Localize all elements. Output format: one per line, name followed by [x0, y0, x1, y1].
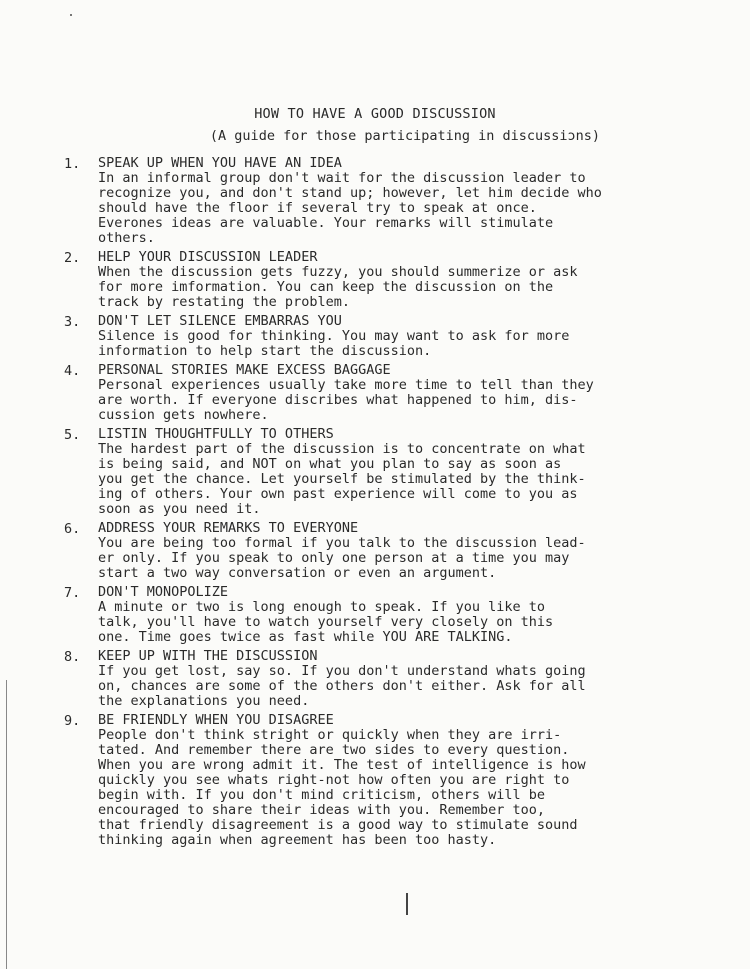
item-line: thinking again when agreement has been too hasty. — [98, 832, 497, 848]
item-line: information to help start the discussion. — [98, 343, 432, 359]
item-line: In an informal group don't wait for the discussion leader to — [98, 170, 586, 186]
item-line: If you get lost, say so. If you don't understand whats going — [98, 663, 586, 679]
item-line: ing of others. Your own past experience will come to you as — [98, 486, 578, 502]
item-line: tated. And remember there are two sides to every question. — [98, 742, 570, 758]
item-heading: DON'T LET SILENCE EMBARRAS YOU — [98, 313, 342, 329]
list-item — [64, 520, 718, 581]
item-line: cussion gets nowhere. — [98, 407, 269, 423]
list-item — [64, 313, 718, 359]
item-line: encouraged to share their ideas with you. Remember too, — [98, 802, 546, 818]
item-line: Everones ideas are valuable. Your remarks will stimulate — [98, 215, 554, 231]
item-line: for more imformation. You can keep the discussion on the — [98, 279, 554, 295]
item-number: 1. — [64, 156, 81, 172]
item-line: that friendly disagreement is a good way to stimulate sound — [98, 817, 578, 833]
item-line: are worth. If everyone discribes what happened to him, dis- — [98, 392, 578, 408]
item-number: 4. — [64, 363, 81, 379]
item-line: People don't think stright or quickly when they are irri- — [98, 727, 562, 743]
item-line: is being said, and NOT on what you plan to say as soon as — [98, 456, 562, 472]
item-line: When the discussion gets fuzzy, you should summerize or ask — [98, 264, 578, 280]
list-item — [64, 426, 718, 517]
item-heading: BE FRIENDLY WHEN YOU DISAGREE — [98, 712, 334, 728]
item-heading: LISTIN THOUGHTFULLY TO OTHERS — [98, 426, 334, 442]
item-line: recognize you, and don't stand up; however, let him decide who — [98, 185, 602, 201]
item-number: 7. — [64, 585, 81, 601]
item-line: Silence is good for thinking. You may want to ask for more — [98, 328, 570, 344]
item-line: should have the floor if several try to speak at once. — [98, 200, 537, 216]
page-subtitle: (A guide for those participating in discussiɔns) — [209, 128, 601, 144]
item-line: When you are wrong admit it. The test of intelligence is how — [98, 757, 586, 773]
item-heading: HELP YOUR DISCUSSION LEADER — [98, 249, 318, 265]
item-line: You are being too formal if you talk to the discussion lead- — [98, 535, 586, 551]
guide-list — [64, 155, 718, 852]
item-line: er only. If you speak to only one person at a time you may — [98, 550, 570, 566]
margin-rule — [6, 680, 7, 969]
list-item — [64, 712, 718, 848]
item-number: 5. — [64, 427, 81, 443]
page-title: HOW TO HAVE A GOOD DISCUSSION — [254, 106, 496, 122]
scan-dot — [70, 14, 72, 16]
list-item — [64, 155, 718, 246]
list-item — [64, 249, 718, 310]
item-line: others. — [98, 230, 155, 246]
item-number: 6. — [64, 521, 81, 537]
item-heading: PERSONAL STORIES MAKE EXCESS BAGGAGE — [98, 362, 391, 378]
item-line: begin with. If you don't mind criticism, others will be — [98, 787, 546, 803]
scan-mark — [406, 893, 408, 915]
item-line: A minute or two is long enough to speak. If you like to — [98, 599, 546, 615]
list-item — [64, 584, 718, 645]
item-line: on, chances are some of the others don't either. Ask for all — [98, 678, 586, 694]
item-number: 9. — [64, 713, 81, 729]
list-item — [64, 362, 718, 423]
item-line: Personal experiences usually take more time to tell than they — [98, 377, 594, 393]
item-line: track by restating the problem. — [98, 294, 350, 310]
item-line: the explanations you need. — [98, 693, 310, 709]
item-number: 8. — [64, 649, 81, 665]
item-line: start a two way conversation or even an argument. — [98, 565, 497, 581]
item-number: 3. — [64, 314, 81, 330]
item-line: you get the chance. Let yourself be stimulated by the think- — [98, 471, 586, 487]
item-line: one. Time goes twice as fast while YOU ARE TALKING. — [98, 629, 513, 645]
item-line: quickly you see whats right-not how often you are right to — [98, 772, 570, 788]
item-line: soon as you need it. — [98, 501, 261, 517]
item-number: 2. — [64, 250, 81, 266]
item-heading: KEEP UP WITH THE DISCUSSION — [98, 648, 318, 664]
item-heading: SPEAK UP WHEN YOU HAVE AN IDEA — [98, 155, 342, 171]
item-heading: ADDRESS YOUR REMARKS TO EVERYONE — [98, 520, 359, 536]
item-line: The hardest part of the discussion is to concentrate on what — [98, 441, 586, 457]
item-line: talk, you'll have to watch yourself very closely on this — [98, 614, 554, 630]
list-item — [64, 648, 718, 709]
item-heading: DON'T MONOPOLIZE — [98, 584, 229, 600]
